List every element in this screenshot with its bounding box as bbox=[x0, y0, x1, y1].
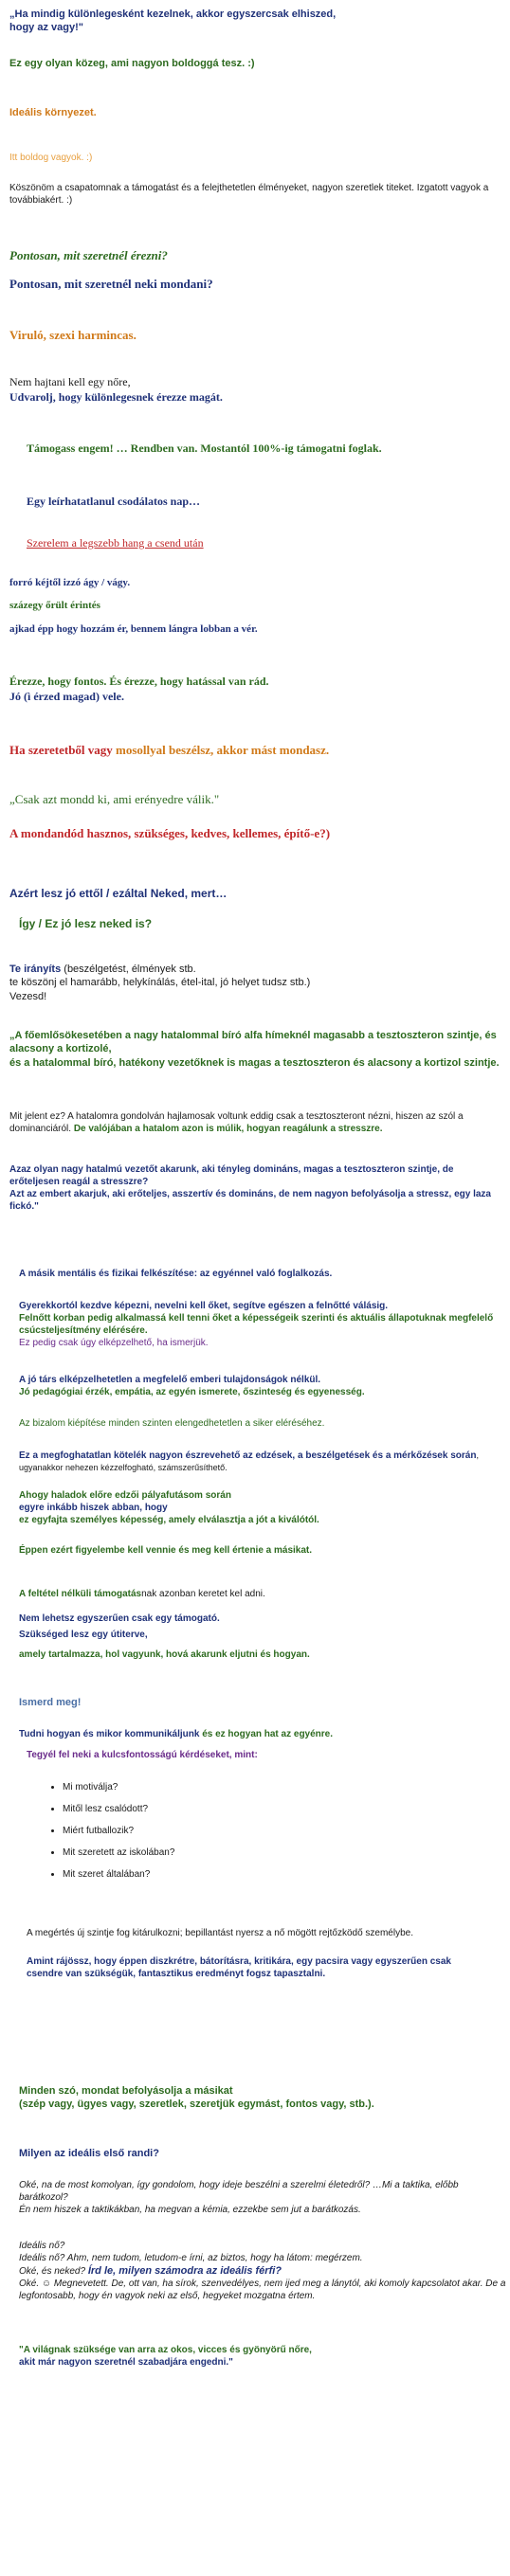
importance-line-2: Jó (ì érzed magad) vele. bbox=[9, 689, 124, 703]
desire-line-2: százegy őrült érintés bbox=[9, 600, 100, 612]
quote-line-2: hogy az vagy!" bbox=[9, 22, 83, 34]
training-paragraph bbox=[9, 1300, 510, 1349]
bond-a: Ez a megfoghatatlan kötelék nagyon észrevehető az edzések, a beszélgetések és a mérkőzések során bbox=[19, 1450, 477, 1461]
know-her-heading: Ismerd meg! bbox=[19, 1697, 82, 1708]
happy-here-line: Itt boldog vagyok. :) bbox=[9, 153, 93, 163]
unconditional-b: nak azonban keretet kel adni. bbox=[141, 1589, 265, 1599]
love-life-paragraph bbox=[9, 2179, 510, 2216]
roadmap-line-1: Nem lehetsz egyszerűen csak egy támogató. bbox=[19, 1613, 220, 1624]
lead-block bbox=[9, 963, 501, 1003]
lead-line-2: te köszönj el hamarább, helykínálás, étel-ital, jó helyet tudsz stb.) bbox=[9, 977, 311, 989]
useful-speech-line: A mondandód hasznos, szükséges, kedves, kellemes, építő-e?) bbox=[9, 826, 331, 840]
list-item: • Mit szeretett az iskolában? bbox=[63, 1846, 501, 1859]
key-questions-line: Tegyél fel neki a kulcsfontosságú kérdéseket, mint: bbox=[27, 1750, 258, 1760]
support-line: Támogass engem! … Rendben van. Mostantól 100%-ig támogatni foglak. bbox=[27, 441, 382, 455]
communicate-b: és ez hogyan hat az egyénre. bbox=[202, 1729, 334, 1739]
lead-line-1a: Te irányíts bbox=[9, 964, 62, 975]
companion-line-1: A jó társ elképzelhetetlen a megfelelő emberi tulajdonságok nélkül. bbox=[19, 1375, 321, 1385]
ideal-partner-paragraph bbox=[9, 2240, 510, 2302]
questions-list bbox=[9, 1781, 501, 1890]
trust-line: Az bizalom kiépítése minden szinten elengedhetetlen a siker eléréséhez. bbox=[19, 1418, 325, 1429]
lead-line-1 bbox=[9, 963, 501, 976]
world-needs-quote bbox=[9, 2344, 510, 2369]
thanks-team-paragraph: Köszönöm a csapatomnak a támogatást és a felejthetetlen élményeket, nagyon szeretlek titeket. Izgatott vagyok a továbbiakért. :) bbox=[9, 183, 489, 206]
list-item: • Miért futballozik? bbox=[63, 1825, 501, 1837]
courting-line-2: Udvarolj, hogy különlegesnek érezze magát. bbox=[9, 389, 223, 404]
coach-line-2: egyre inkább hiszek abban, hogy bbox=[19, 1503, 168, 1513]
meaning-paragraph bbox=[9, 1110, 501, 1135]
desire-line-1: forró kéjtől izzó ágy / vágy. bbox=[9, 577, 131, 588]
world-line-1: "A világnak szüksége van arra az okos, vicces és gyönyörű nőre, bbox=[19, 2345, 312, 2355]
good-for-you-too-line: Így / Ez jó lesz neked is? bbox=[19, 917, 153, 930]
roadmap-line-3: amely tartalmazza, hol vagyunk, hová akarunk eljutni és hogyan. bbox=[19, 1649, 310, 1660]
importance-line-1: Érezze, hogy fontos. És érezze, hogy hatással van rád. bbox=[9, 675, 269, 688]
ideal-line-3 bbox=[19, 2264, 510, 2278]
lead-line-3: Vezesd! bbox=[9, 990, 47, 1002]
list-item: • Mit szeret általában? bbox=[63, 1868, 501, 1881]
words-line-1: Minden szó, mondat befolyásolja a másikat bbox=[19, 2085, 233, 2097]
primates-line-1: „A főemlősökesetében a nagy hatalommal bíró alfa hímeknél magasabb a tesztoszteron szintje, és alacsony a kortizolé, bbox=[9, 1030, 497, 1055]
happy-environment-line: Ez egy olyan közeg, ami nagyon boldoggá tesz. :) bbox=[9, 58, 255, 69]
training-line-2: Felnőtt korban pedig alkalmassá kell tenni őket a képességeik szerinti és aktuális állapotuknak megfelelő csúcsteljesítmény elérésére. bbox=[19, 1313, 494, 1336]
leader-paragraph bbox=[9, 1163, 501, 1213]
ideal-environment-heading: Ideális környezet. bbox=[9, 107, 97, 118]
question-say: Pontosan, mit szeretnél neki mondani? bbox=[9, 277, 213, 291]
bond-paragraph bbox=[9, 1450, 510, 1474]
importance-block bbox=[9, 675, 501, 704]
first-date-question: Milyen az ideális első randi? bbox=[19, 2148, 159, 2159]
ideal-line-4: Oké. ☺ Megnevetett. De, ott van, ha sírok, szenvedélyes, nem ijed meg a lánytól, aki komoly kapcsolatot akar. De a legfontosabb, hogy én vagyok neki az első, hegyeket mozgatna értem. bbox=[19, 2279, 506, 2302]
meaning-b: De valójában a hatalom azon is múlik, hogyan reagálunk a stresszre. bbox=[73, 1124, 383, 1134]
wonderful-day-line: Egy leírhatatlanul csodálatos nap… bbox=[27, 495, 201, 508]
communicate-a: Tudni hogyan és mikor kommunikáljunk bbox=[19, 1729, 203, 1739]
coach-line-1: Ahogy haladok előre edzői pályafutásom során bbox=[19, 1490, 231, 1501]
primates-paragraph bbox=[9, 1029, 501, 1070]
lead-line-1b: (beszélgetést, élmények stb. bbox=[61, 964, 196, 975]
companion-paragraph bbox=[9, 1374, 510, 1398]
good-for-you-line: Azért lesz jó ettől / ezáltal Neked, mert… bbox=[9, 887, 228, 900]
love-life-line-1: Oké, na de most komolyan, így gondolom, hogy ideje beszélni a szerelmi életedről? …Mi a taktika, előbb barátkozol? bbox=[19, 2180, 459, 2203]
world-line-2: akit már nagyon szeretnél szabadjára engedni." bbox=[19, 2357, 233, 2368]
smile-speech-line bbox=[9, 743, 501, 759]
understand-line: Éppen ezért figyelembe kell vennie és meg kell értenie a másikat. bbox=[19, 1545, 313, 1556]
understanding-line: A megértés új szintje fog kitárulkozni; bepillantást nyersz a nő mögött rejtőzködő személybe. bbox=[27, 1928, 413, 1938]
desire-block bbox=[9, 576, 501, 636]
ideal-line-3b: Írd le, milyen számodra az ideális férfi? bbox=[87, 2265, 282, 2277]
desire-line-3: ajkad épp hogy hozzám ér, bennem lángra lobban a vér. bbox=[9, 622, 258, 635]
coach-paragraph bbox=[9, 1489, 510, 1526]
list-item: • Mi motiválja? bbox=[63, 1781, 501, 1793]
ideal-line-3a: Oké, és neked? bbox=[19, 2266, 88, 2277]
meaning-a: Mit jelent ez? A hatalomra gondolván hajlamosak voltunk eddig csak a tesztoszteront nézni, hiszen az szól a dominanciáról. bbox=[9, 1111, 464, 1134]
roadmap-paragraph bbox=[9, 1612, 501, 1661]
quote-special-treatment bbox=[9, 8, 501, 35]
bond-b: , ugyanakkor nehezen kézzelfogható, számszerűsíthető. bbox=[19, 1450, 479, 1472]
leader-line-2: Azt az embert akarjuk, aki erőteljes, asszertív és domináns, de nem nagyon befolyásolja a stressz, egy laza fickó." bbox=[9, 1189, 491, 1212]
love-sound-line: Szerelem a legszebb hang a csend után bbox=[27, 536, 204, 549]
roadmap-line-2: Szükséged lesz egy útiterve, bbox=[19, 1630, 148, 1640]
smile-speech-a: Ha szeretetből vagy bbox=[9, 743, 117, 757]
words-line-2: (szép vagy, ügyes vagy, szeretlek, szeretjük egymást, fontos vagy, stb.). bbox=[19, 2099, 374, 2111]
primates-line-2: és a hatalommal bíró, hatékony vezetőknek is magas a tesztoszteron és alacsony a kortizol szintje. bbox=[9, 1056, 500, 1069]
unconditional-a: A feltétel nélküli támogatás bbox=[19, 1589, 142, 1599]
thirties-heading: Viruló, szexi harmincas. bbox=[9, 328, 137, 342]
mental-prep-line: A másik mentális és fizikai felkészítése: az egyénnel való foglalkozás. bbox=[19, 1269, 333, 1279]
smile-speech-b: mosollyal beszélsz, akkor mást mondasz. bbox=[116, 743, 330, 757]
virtue-quote: „Csak azt mondd ki, ami erényedre válik." bbox=[9, 792, 220, 806]
companion-line-2: Jó pedagógiai érzék, empátia, az egyén ismerete, őszinteség és egyenesség. bbox=[19, 1387, 365, 1397]
ideal-line-2: Ideális nő? Ahm, nem tudom, letudom-e írni, az biztos, hogy ha látom: megérzem. bbox=[19, 2253, 363, 2263]
love-life-line-2: Én nem hiszek a taktikákban, ha megvan a kémia, ezzekbe sem jut a barátkozás. bbox=[19, 2205, 361, 2215]
courting-block bbox=[9, 375, 501, 405]
results-paragraph: Amint rájössz, hogy éppen diszkrétre, bátorításra, kritikára, egy pacsira vagy egyszerűen csak csendre van szükségük, fantasztikus eredményt fogsz tapasztalni. bbox=[27, 1956, 451, 1979]
list-item: • Mitől lesz csalódott? bbox=[63, 1803, 501, 1815]
unconditional-support-line bbox=[9, 1588, 510, 1600]
training-line-3: Ez pedig csak úgy elképzelhető, ha ismerjük. bbox=[19, 1338, 209, 1348]
words-influence-paragraph bbox=[9, 2084, 510, 2112]
training-line-1: Gyerekkortól kezdve képezni, nevelni kell őket, segítve egészen a felnőtté válásig. bbox=[19, 1301, 389, 1311]
courting-line-1: Nem hajtani kell egy nőre, bbox=[9, 375, 131, 388]
question-feel: Pontosan, mit szeretnél érezni? bbox=[9, 248, 168, 262]
coach-line-3: ez egyfajta személyes képesség, amely elválasztja a jót a kiválótól. bbox=[19, 1515, 319, 1525]
quote-line-1: „Ha mindig különlegesként kezelnek, akkor egyszercsak elhiszed, bbox=[9, 9, 337, 20]
leader-line-1: Azaz olyan nagy hatalmú vezetőt akarunk, aki tényleg domináns, magas a tesztoszteron szintje, de erőteljesen reagál a stresszre? bbox=[9, 1164, 454, 1187]
communicate-line bbox=[9, 1728, 510, 1740]
ideal-line-1: Ideális nő? bbox=[19, 2241, 65, 2251]
